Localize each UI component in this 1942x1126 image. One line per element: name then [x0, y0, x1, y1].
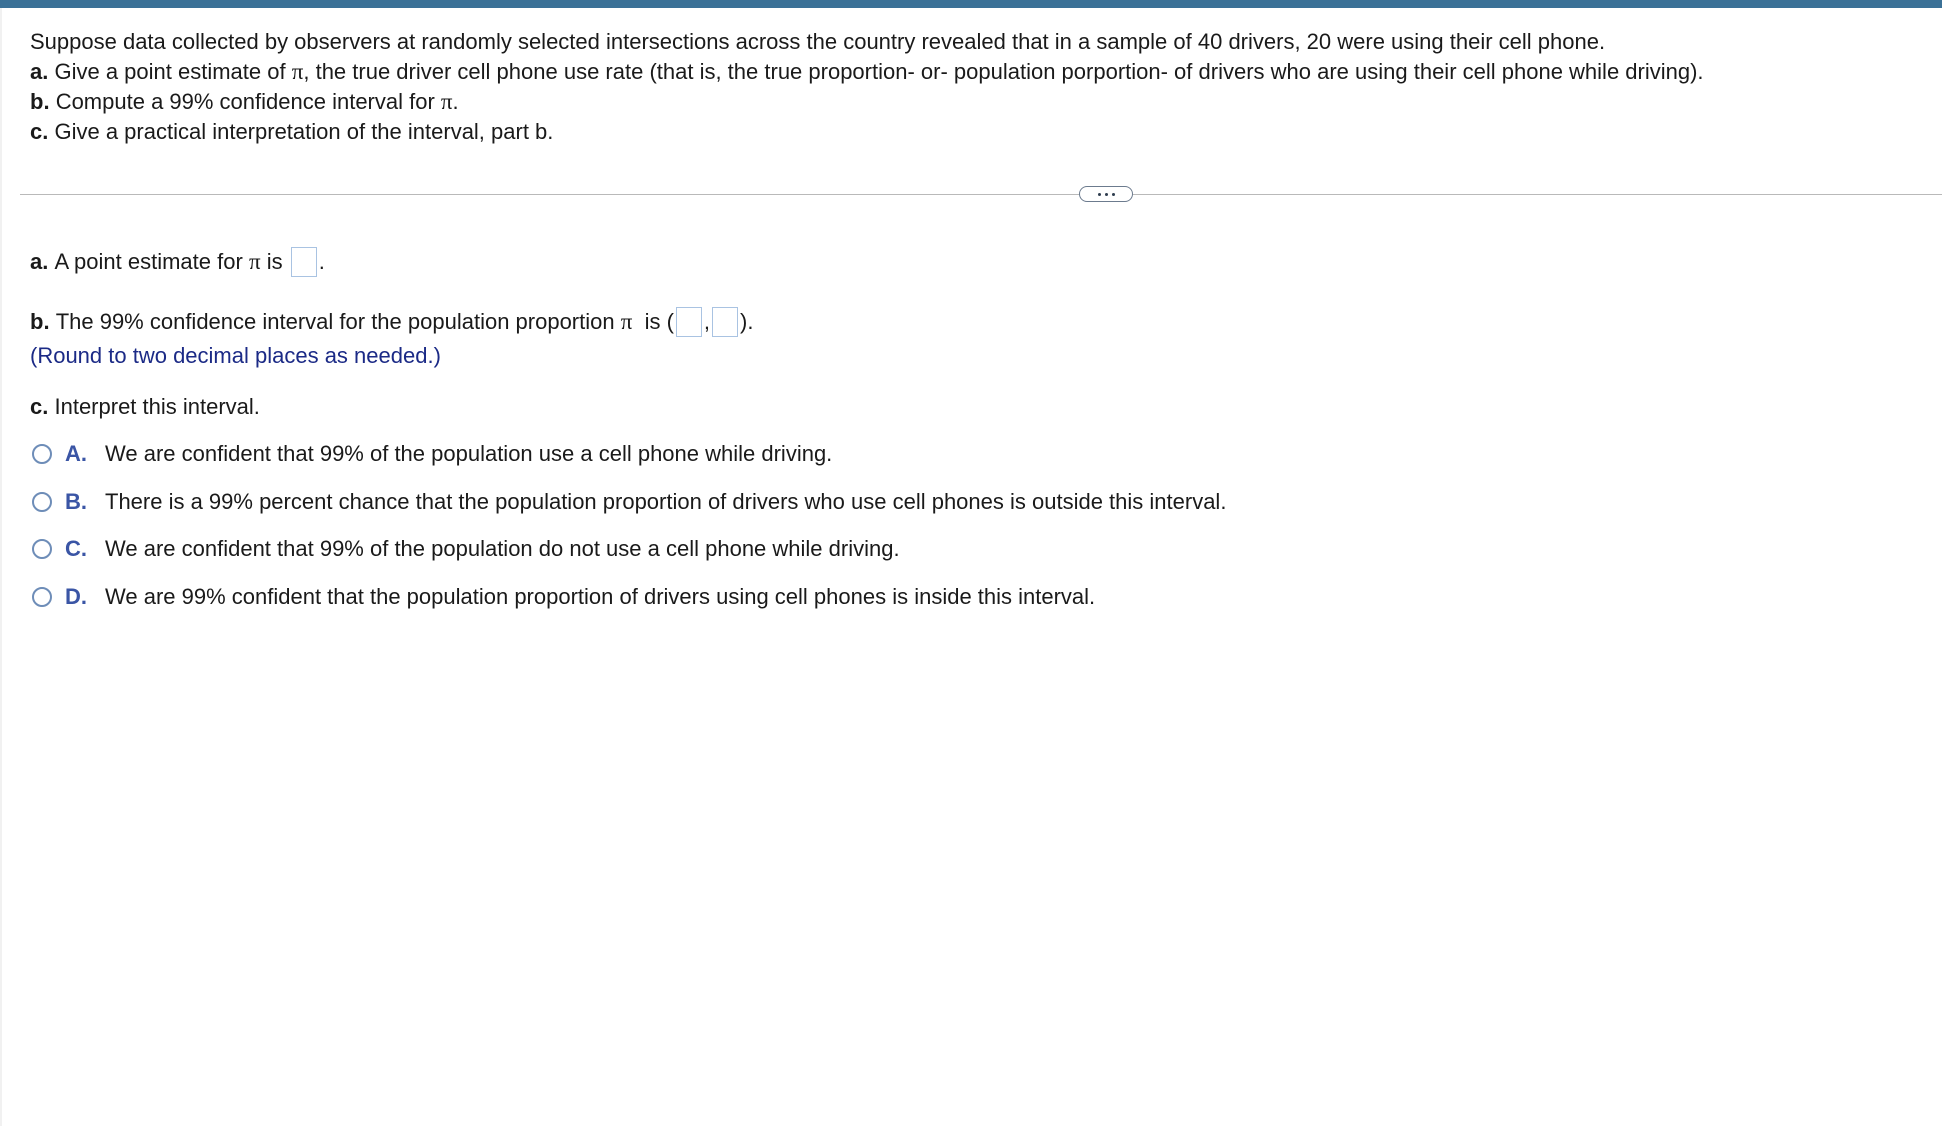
ci-lower-input[interactable] — [676, 307, 702, 337]
left-edge-rule — [0, 8, 2, 1126]
option-b-text: There is a 99% percent chance that the population proportion of drivers who use cell phones is outside this interval. — [105, 489, 1227, 514]
ellipsis-icon — [1098, 193, 1101, 196]
rounding-hint: (Round to two decimal places as needed.) — [30, 343, 441, 368]
option-d[interactable]: D. We are 99% confident that the population proportion of drivers using cell phones is inside this interval. — [32, 584, 1095, 610]
question-part-c: c. Give a practical interpretation of the interval, part b. — [30, 119, 554, 144]
question-part-b: b. Compute a 99% confidence interval for π. — [30, 89, 459, 114]
section-divider — [20, 194, 1942, 195]
radio-button-d[interactable] — [32, 587, 52, 607]
answer-a-line: a. A point estimate for π is . — [30, 247, 325, 277]
point-estimate-input[interactable] — [291, 247, 317, 277]
option-b[interactable]: B. There is a 99% percent chance that the population proportion of drivers who use cell phones is outside this interval. — [32, 489, 1226, 515]
option-d-text: We are 99% confident that the population proportion of drivers using cell phones is inside this interval. — [105, 584, 1096, 609]
question-text — [30, 27, 1920, 147]
option-c[interactable]: C. We are confident that 99% of the population do not use a cell phone while driving. — [32, 536, 900, 562]
option-c-text: We are confident that 99% of the population do not use a cell phone while driving. — [105, 536, 900, 561]
question-part-a: a. Give a point estimate of π, the true driver cell phone use rate (that is, the true proportion- or- population porportion- of drivers who are using their cell phone while driving). — [30, 59, 1704, 84]
expand-more-button[interactable] — [1079, 186, 1133, 202]
radio-button-c[interactable] — [32, 539, 52, 559]
option-a[interactable]: A. We are confident that 99% of the population use a cell phone while driving. — [32, 441, 832, 467]
answer-b-line: b. The 99% confidence interval for the population proportion π is ( , ). — [30, 307, 754, 337]
option-a-text: We are confident that 99% of the population use a cell phone while driving. — [105, 441, 833, 466]
question-intro: Suppose data collected by observers at randomly selected intersections across the country revealed that in a sample of 40 drivers, 20 were using their cell phone. — [30, 29, 1606, 54]
radio-button-b[interactable] — [32, 492, 52, 512]
ci-upper-input[interactable] — [712, 307, 738, 337]
top-accent-bar — [0, 0, 1942, 8]
radio-button-a[interactable] — [32, 444, 52, 464]
answer-c-prompt: c. Interpret this interval. — [30, 394, 260, 419]
